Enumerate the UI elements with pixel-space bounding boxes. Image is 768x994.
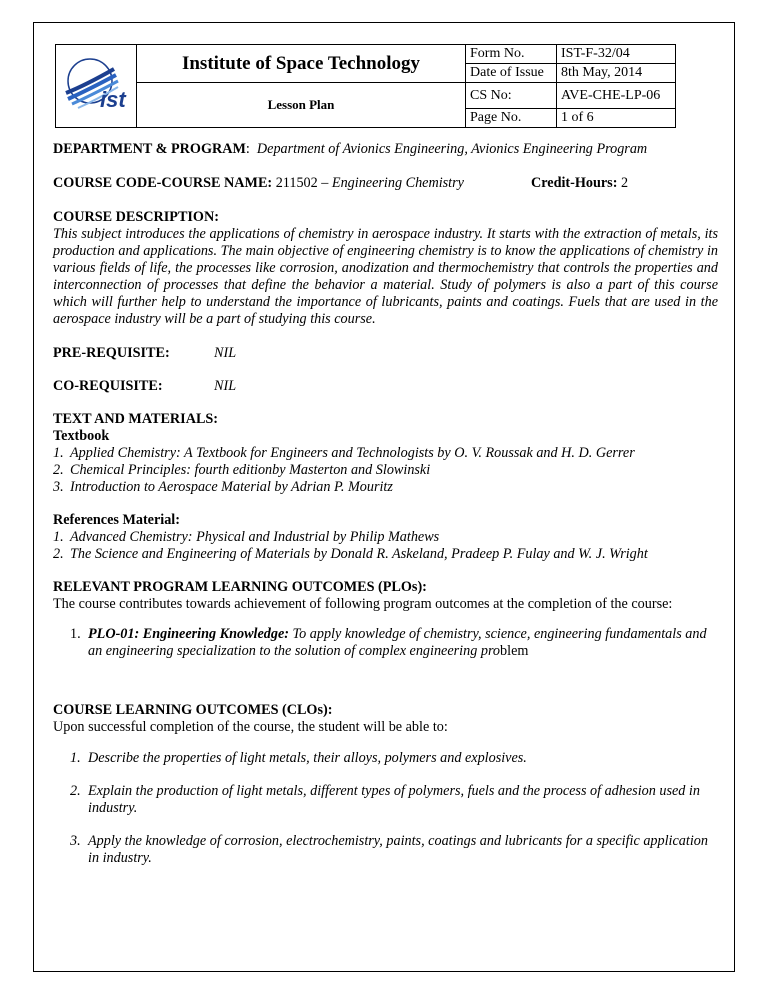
credit-value: 2 <box>620 175 629 191</box>
document-header <box>55 44 676 128</box>
plos-intro: The course contributes towards achievement of following program outcomes at the completion of the course: <box>53 596 673 612</box>
references-list <box>53 529 718 563</box>
list-item <box>53 750 718 767</box>
corequisite-line <box>53 378 718 395</box>
corequisite-label: CO-REQUISITE: <box>53 378 163 394</box>
page-no-value: 1 of 6 <box>557 109 676 128</box>
list-number: 2. <box>70 783 81 799</box>
credit-hours <box>531 175 628 192</box>
form-no-value: IST-F-32/04 <box>557 45 676 64</box>
plos-heading: RELEVANT PROGRAM LEARNING OUTCOMES (PLOs): <box>53 579 427 595</box>
clo-text: Apply the knowledge of corrosion, electrochemistry, paints, coatings and lubricants for a specific application in industry. <box>88 833 708 866</box>
department-label: DEPARTMENT & PROGRAM <box>53 141 246 157</box>
list-number: 1. <box>70 750 81 766</box>
textbook-title: Introduction to Aerospace Material by Adrian P. Mouritz <box>70 479 393 495</box>
course-code: 211502 – <box>275 175 329 191</box>
reference-title: The Science and Engineering of Materials by Donald R. Askeland, Pradeep P. Fulay and W. J. Wright <box>70 546 648 562</box>
list-item <box>53 833 718 867</box>
clos-intro: Upon successful completion of the course, the student will be able to: <box>53 719 448 735</box>
list-item <box>53 546 718 563</box>
clo-list <box>53 750 718 867</box>
description-heading: COURSE DESCRIPTION: <box>53 209 219 225</box>
list-item <box>53 783 718 817</box>
plo-text: To apply knowledge of chemistry, science, engineering fundamentals and an engineering specialization to the solution of complex engineering pro <box>88 626 707 659</box>
ist-logo <box>56 45 136 121</box>
institute-name: Institute of Space Technology <box>137 45 466 83</box>
prerequisite-value: NIL <box>214 345 237 361</box>
list-item <box>53 445 718 462</box>
department-sep: : <box>245 141 250 157</box>
prerequisite-line <box>53 345 718 362</box>
textbook-list <box>53 445 718 496</box>
description-text: This subject introduces the applications of chemistry in aerospace industry. It starts with the extraction of metals, its production and applications. The main objective of engineering chemistry is to know the applications of chemistry in various fields of life, the processes like corrosion, anodization and thermochemistry that controls the properties and interconnection of processes that define the behavior a material. Study of polymers is also a part of this course which will further help to understand the importance of lubricants, paints and coatings. Fuels that are used in the aerospace industry will be a part of studying this course. <box>53 226 718 327</box>
list-number: 3. <box>53 479 64 495</box>
list-number: 1. <box>53 529 64 545</box>
reference-title: Advanced Chemistry: Physical and Industrial by Philip Mathews <box>70 529 440 545</box>
list-number: 2. <box>53 546 64 562</box>
department-value: Department of Avionics Engineering, Avionics Engineering Program <box>256 141 648 157</box>
course-name: Engineering Chemistry <box>331 175 464 191</box>
clo-text: Describe the properties of light metals, their alloys, polymers and explosives. <box>88 750 527 766</box>
list-item <box>53 479 718 496</box>
prerequisite-label: PRE-REQUISITE: <box>53 345 170 361</box>
doc-title: Lesson Plan <box>137 83 466 128</box>
list-number: 3. <box>70 833 81 849</box>
list-number: 1. <box>70 626 81 642</box>
list-item <box>53 626 718 660</box>
clos-heading: COURSE LEARNING OUTCOMES (CLOs): <box>53 702 333 718</box>
list-item <box>53 462 718 479</box>
materials-heading: TEXT AND MATERIALS: <box>53 411 219 427</box>
date-of-issue-value: 8th May, 2014 <box>557 64 676 83</box>
plo-title: PLO-01: Engineering Knowledge: <box>88 626 289 642</box>
list-number: 1. <box>53 445 64 461</box>
credit-label: Credit-Hours: <box>531 175 618 191</box>
page-no-label: Page No. <box>466 109 557 128</box>
form-no-label: Form No. <box>466 45 557 64</box>
cs-no-label: CS No: <box>466 83 557 109</box>
references-heading: References Material: <box>53 512 180 528</box>
course-line <box>53 175 718 192</box>
clo-text: Explain the production of light metals, different types of polymers, fuels and the process of adhesion used in industry. <box>88 783 700 816</box>
logo-text: ist <box>100 87 126 112</box>
document-body <box>53 141 718 883</box>
course-label: COURSE CODE-COURSE NAME: <box>53 175 273 191</box>
date-of-issue-label: Date of Issue <box>466 64 557 83</box>
list-number: 2. <box>53 462 64 478</box>
logo-cell <box>56 45 137 128</box>
corequisite-value: NIL <box>214 378 237 394</box>
list-item <box>53 529 718 546</box>
cs-no-value: AVE-CHE-LP-06 <box>557 83 676 109</box>
textbook-heading: Textbook <box>53 428 110 444</box>
plo-list <box>53 626 718 660</box>
textbook-title: Chemical Principles: fourth editionby Masterton and Slowinski <box>70 462 431 478</box>
textbook-title: Applied Chemistry: A Textbook for Engineers and Technologists by O. V. Roussak and H. D. Gerrer <box>70 445 635 461</box>
department-line <box>53 141 718 158</box>
plo-text-tail: blem <box>500 643 529 659</box>
